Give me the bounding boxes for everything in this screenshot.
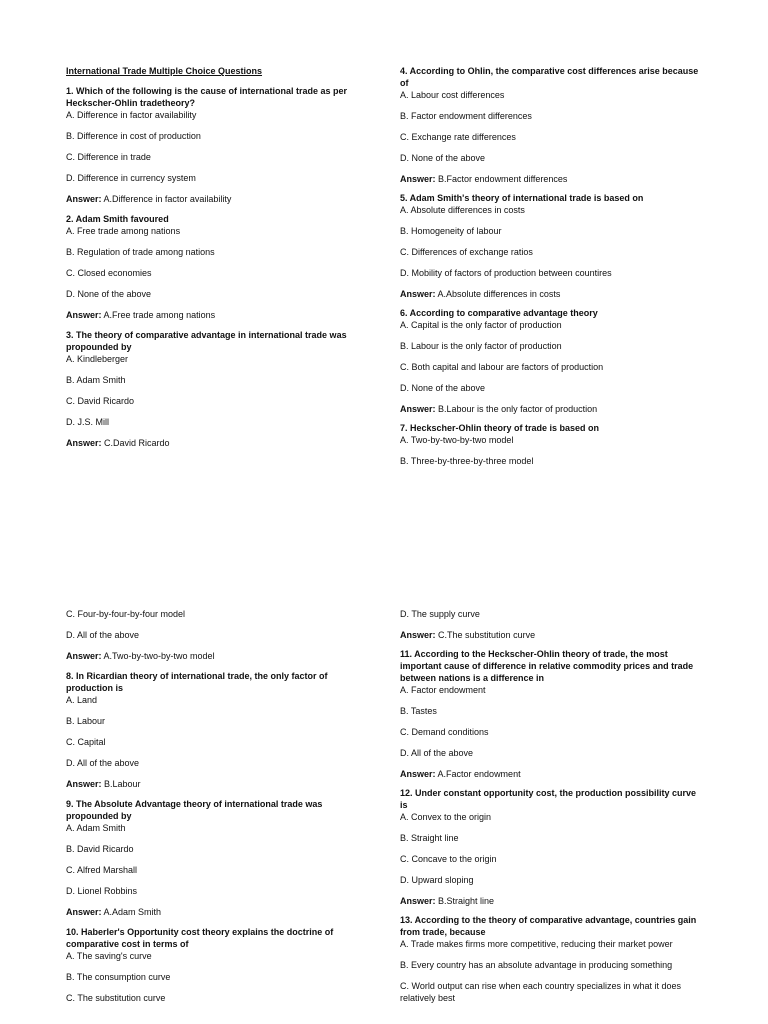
answer-option: B. Labour (66, 716, 106, 726)
page-2 (0, 512, 768, 1024)
document-title: International Trade Multiple Choice Questions (66, 66, 263, 76)
answer-option: D. Difference in currency system (66, 173, 196, 183)
answer-option: A. Absolute differences in costs (400, 205, 525, 215)
answer-option: C. Alfred Marshall (66, 865, 138, 875)
question-text: 6. According to comparative advantage theory (400, 308, 598, 318)
question-text: 7. Heckscher-Ohlin theory of trade is based on (400, 423, 600, 433)
answer-option: A. Convex to the origin (400, 812, 492, 822)
answer-line (66, 650, 366, 662)
answer-value: B.Labour (104, 779, 141, 789)
question-block (66, 670, 366, 790)
answer-option: C. Differences of exchange ratios (400, 247, 533, 257)
answer-option: B. Labour is the only factor of production (400, 341, 562, 351)
answer-option: A. Free trade among nations (66, 226, 181, 236)
question-text: 11. According to the Heckscher-Ohlin theory of trade, the most important cause of difference in relative commodity prices and trade between nations is a difference in (400, 649, 694, 683)
question-block (400, 422, 700, 467)
answer-label: Answer: (400, 769, 436, 779)
answer-label: Answer: (66, 438, 102, 448)
column-right (400, 608, 700, 1013)
answer-line (66, 309, 366, 321)
answer-label: Answer: (66, 310, 102, 320)
column-left (66, 65, 366, 457)
question-text: 12. Under constant opportunity cost, the production possibility curve is (400, 788, 697, 810)
answer-option: A. The saving's curve (66, 951, 152, 961)
answer-option: C. Closed economies (66, 268, 152, 278)
question-block (400, 787, 700, 907)
question-block (66, 798, 366, 918)
answer-label: Answer: (400, 896, 436, 906)
answer-option: D. None of the above (66, 289, 152, 299)
answer-value: A.Two-by-two-by-two model (103, 651, 215, 661)
answer-option: B. Tastes (400, 706, 437, 716)
answer-value: C.The substitution curve (438, 630, 536, 640)
question-text: 8. In Ricardian theory of international trade, the only factor of production is (66, 671, 328, 693)
answer-label: Answer: (400, 289, 436, 299)
question-text: 5. Adam Smith's theory of international trade is based on (400, 193, 644, 203)
question-block (400, 192, 700, 300)
answer-option: C. Difference in trade (66, 152, 151, 162)
answer-line (400, 629, 700, 641)
answer-label: Answer: (400, 174, 436, 184)
answer-option: D. All of the above (400, 748, 474, 758)
answer-line (400, 895, 700, 907)
answer-option: B. Factor endowment differences (400, 111, 532, 121)
question-block (66, 608, 366, 662)
answer-option: C. Capital (66, 737, 106, 747)
answer-option: A. Two-by-two-by-two model (400, 435, 514, 445)
answer-line (400, 288, 700, 300)
question-text: 13. According to the theory of comparative advantage, countries gain from trade, because (400, 915, 697, 937)
answer-option: C. Both capital and labour are factors of production (400, 362, 604, 372)
answer-option: C. Demand conditions (400, 727, 489, 737)
question-text: 10. Haberler's Opportunity cost theory explains the doctrine of comparative cost in terms of (66, 927, 334, 949)
question-block (400, 307, 700, 415)
question-text: 9. The Absolute Advantage theory of international trade was propounded by (66, 799, 323, 821)
answer-value: B.Factor endowment differences (438, 174, 568, 184)
answer-option: D. The supply curve (400, 609, 480, 619)
answer-option: D. None of the above (400, 153, 486, 163)
answer-line (400, 403, 700, 415)
question-text: 2. Adam Smith favoured (66, 214, 169, 224)
question-block (66, 85, 366, 205)
answer-value: C.David Ricardo (104, 438, 170, 448)
answer-option: B. Regulation of trade among nations (66, 247, 215, 257)
answer-option: B. Straight line (400, 833, 459, 843)
question-block (400, 914, 700, 1004)
answer-value: B.Labour is the only factor of production (438, 404, 598, 414)
answer-label: Answer: (66, 651, 102, 661)
answer-option: A. Land (66, 695, 98, 705)
question-block (400, 648, 700, 780)
question-block (400, 608, 700, 641)
answer-option: A. Difference in factor availability (66, 110, 197, 120)
answer-line (66, 437, 366, 449)
question-block (66, 329, 366, 449)
answer-option: B. Difference in cost of production (66, 131, 201, 141)
answer-label: Answer: (400, 404, 436, 414)
answer-option: C. World output can rise when each country specializes in what it does relatively best (400, 981, 681, 1003)
column-right (400, 65, 700, 476)
question-block (400, 65, 700, 185)
answer-option: B. David Ricardo (66, 844, 134, 854)
answer-label: Answer: (66, 194, 102, 204)
question-text: 3. The theory of comparative advantage in international trade was propounded by (66, 330, 347, 352)
question-block (66, 926, 366, 1004)
answer-label: Answer: (66, 779, 102, 789)
answer-option: D. Lionel Robbins (66, 886, 138, 896)
answer-option: D. Upward sloping (400, 875, 474, 885)
answer-value: A.Absolute differences in costs (437, 289, 561, 299)
answer-option: C. The substitution curve (66, 993, 166, 1003)
answer-option: A. Capital is the only factor of production (400, 320, 562, 330)
answer-value: A.Difference in factor availability (103, 194, 232, 204)
answer-option: B. The consumption curve (66, 972, 171, 982)
answer-option: C. David Ricardo (66, 396, 135, 406)
answer-value: A.Factor endowment (437, 769, 521, 779)
answer-option: D. All of the above (66, 630, 140, 640)
answer-option: A. Trade makes firms more competitive, reducing their market power (400, 939, 673, 949)
answer-value: B.Straight line (438, 896, 495, 906)
answer-option: D. J.S. Mill (66, 417, 110, 427)
answer-option: A. Kindleberger (66, 354, 129, 364)
answer-line (400, 768, 700, 780)
answer-label: Answer: (66, 907, 102, 917)
answer-value: A.Free trade among nations (103, 310, 216, 320)
column-left (66, 608, 366, 1013)
answer-option: D. All of the above (66, 758, 140, 768)
answer-label: Answer: (400, 630, 436, 640)
answer-line (400, 173, 700, 185)
answer-option: A. Factor endowment (400, 685, 486, 695)
answer-line (66, 778, 366, 790)
answer-option: C. Exchange rate differences (400, 132, 516, 142)
answer-option: A. Labour cost differences (400, 90, 505, 100)
answer-option: B. Adam Smith (66, 375, 126, 385)
answer-option: D. None of the above (400, 383, 486, 393)
answer-line (66, 193, 366, 205)
answer-option: C. Four-by-four-by-four model (66, 609, 186, 619)
answer-option: C. Concave to the origin (400, 854, 497, 864)
answer-option: B. Homogeneity of labour (400, 226, 502, 236)
answer-option: B. Three-by-three-by-three model (400, 456, 534, 466)
answer-option: B. Every country has an absolute advantage in producing something (400, 960, 673, 970)
question-text: 1. Which of the following is the cause of international trade as per Heckscher-Ohlin tradetheory? (66, 86, 348, 108)
question-block (66, 213, 366, 321)
question-text: 4. According to Ohlin, the comparative cost differences arise because of (400, 66, 699, 88)
answer-value: A.Adam Smith (103, 907, 162, 917)
answer-option: A. Adam Smith (66, 823, 126, 833)
answer-option: D. Mobility of factors of production between countires (400, 268, 612, 278)
answer-line (66, 906, 366, 918)
